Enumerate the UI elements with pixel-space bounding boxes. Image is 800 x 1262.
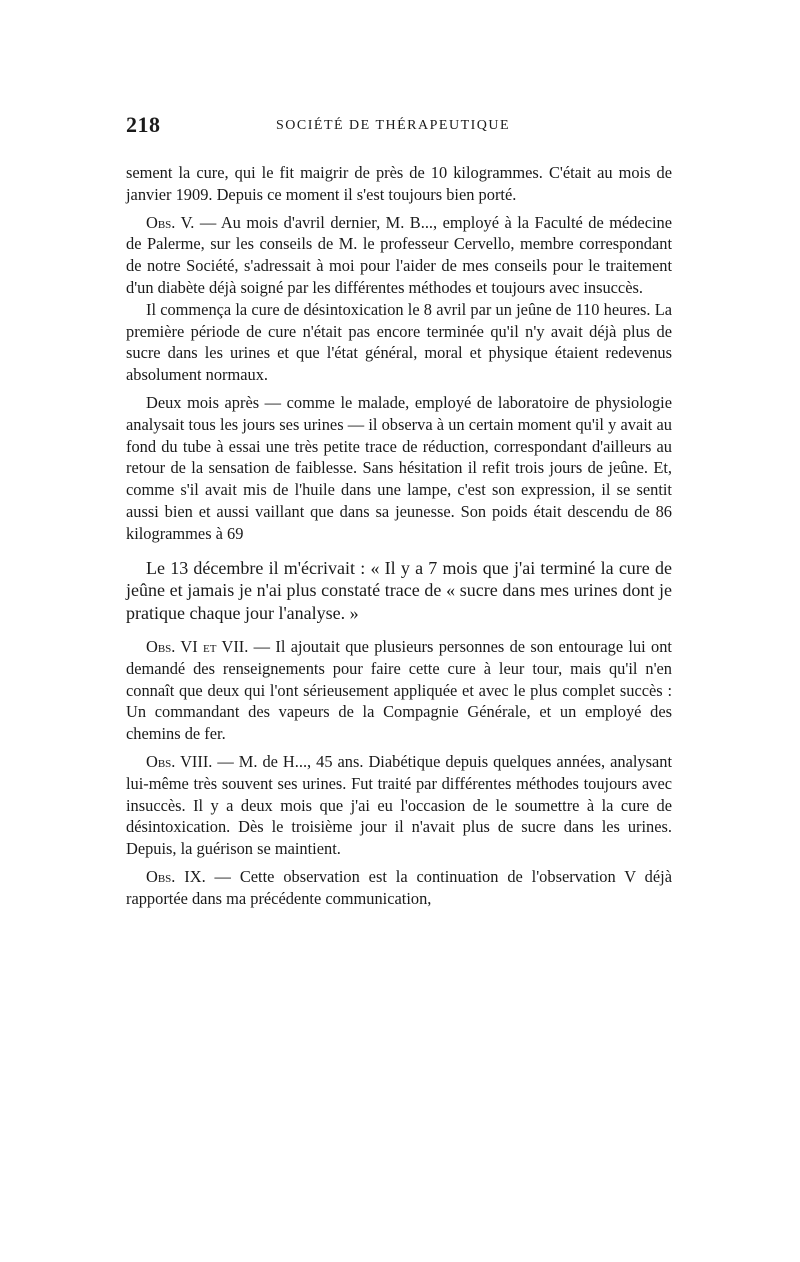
paragraph-obs-vi-vii-text: — Il ajoutait que plusieurs personnes de son entourage lui ont demandé des renseignements pour faire cette cure à leur tour, mais qu'il n'en connaît que deux qui l'ont sérieusement appliquée et avec le plus complet succès : Un commandant des vapeurs de la Compagnie Générale, et un employé des chemins de fer.	[126, 637, 672, 744]
paragraph-obs-vi-vii	[126, 636, 672, 745]
obs-vi-vii-label: Obs. VI et VII.	[146, 637, 249, 657]
paragraph-obs-viii-text: — M. de H..., 45 ans. Diabétique depuis quelques années, analysant lui-même très souvent ses urines. Fut traité par différentes méthodes toujours avec insuccès. Il y a deux mois que j'ai eu l'occasion de le soumettre à la cure de désintoxication. Dès le troisième jour il n'avait plus de sucre dans les urines. Depuis, la guérison se maintient.	[126, 752, 673, 859]
page-header	[126, 112, 672, 138]
paragraph-obs-v-text: — Au mois d'avril dernier, M. B..., employé à la Faculté de médecine de Palerme, sur les conseils de M. le professeur Cervello, membre correspondant de notre Société, s'adressait à moi pour l'aider de mes conseils pour le traitement d'un diabète déjà soigné par les différentes méthodes et toujours avec insuccès.	[126, 212, 672, 297]
paragraph-quote-text: Le 13 décembre il m'écrivait : « Il y a 7 mois que j'ai terminé la cure de jeûne et jamais je n'ai plus constaté trace de « sucre dans mes urines dont je pratique chaque jour l'analyse. »	[126, 557, 672, 623]
paragraph-1-text: sement la cure, qui le fit maigrir de près de 10 kilogrammes. C'était au mois de janvier 1909. Depuis ce moment il s'est toujours bien porté.	[126, 163, 672, 204]
page-number: 218	[126, 112, 161, 137]
paragraph-3	[126, 299, 672, 386]
running-title: SOCIÉTÉ DE THÉRAPEUTIQUE	[276, 118, 511, 133]
obs-ix-label: Obs. IX.	[146, 867, 206, 887]
paragraph-4	[126, 392, 672, 545]
paragraph-3-text: Il commença la cure de désintoxication le 8 avril par un jeûne de 110 heures. La première période de cure n'était pas encore terminée qu'il n'y avait déjà plus de sucre dans les urines et que l'état général, moral et physique étaient redevenus absolument normaux.	[126, 299, 672, 385]
page	[126, 112, 672, 910]
paragraph-obs-v	[126, 212, 672, 299]
paragraph-obs-ix-text: — Cette observation est la continuation de l'observation V déjà rapportée dans ma précédente communication,	[126, 867, 672, 908]
paragraph-quote	[126, 557, 672, 625]
paragraph-1	[126, 162, 672, 206]
paragraph-4-text: Deux mois après — comme le malade, employé de laboratoire de physiologie analysait tous les jours ses urines — il observa à un certain moment qu'il y avait au fond du tube à essai une très petite trace de réduction, correspondant d'ailleurs au retour de la sensation de faiblesse. Sans hésitation il refit trois jours de jeûne. Et, comme s'il avait mis de l'huile dans une lampe, c'est son expression, il se sentit aussi bien et aussi vaillant que dans sa jeunesse. Son poids était descendu de 86 kilogrammes à 69	[126, 392, 672, 543]
paragraph-obs-ix	[126, 866, 672, 910]
paragraph-obs-viii	[126, 751, 672, 860]
obs-v-label: Obs. V.	[146, 212, 195, 232]
obs-viii-label: Obs. VIII.	[146, 752, 213, 772]
